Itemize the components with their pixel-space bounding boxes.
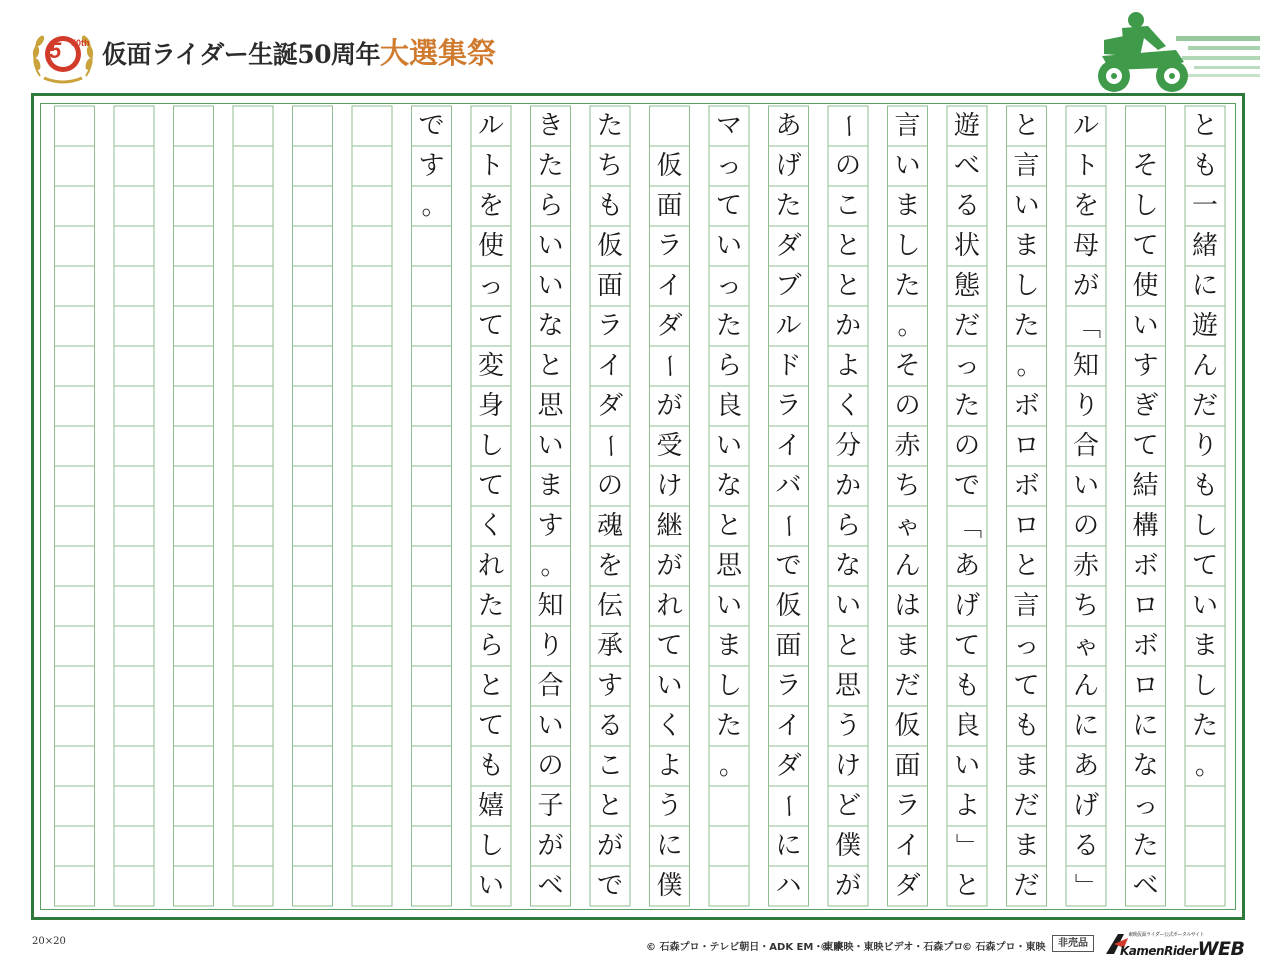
manuscript-char: て [953, 631, 980, 661]
manuscript-char: よ [834, 351, 861, 381]
manuscript-char: 知 [537, 591, 564, 621]
manuscript-char: 。 [1194, 751, 1221, 781]
manuscript-char: と [834, 631, 861, 661]
manuscript-char: ー [773, 792, 804, 820]
manuscript-char: 使 [477, 231, 504, 261]
manuscript-char: す [596, 671, 623, 701]
manuscript-char: ル [477, 111, 504, 141]
manuscript-char: に [1072, 711, 1099, 741]
manuscript-char: 緒 [1191, 231, 1218, 261]
manuscript-char: だ [1013, 871, 1040, 901]
manuscript-char: が [656, 551, 683, 581]
manuscript-char: あ [953, 551, 980, 581]
manuscript-char: ん [1191, 351, 1218, 381]
manuscript-char: す [418, 151, 445, 181]
manuscript-char: が [596, 831, 623, 861]
copyright-1: © 石森プロ・テレビ朝日・ADK EM・東映 [646, 942, 844, 953]
brand-main: KamenRider [1120, 944, 1198, 958]
manuscript-char: ロ [1132, 591, 1159, 621]
manuscript-char: る [1072, 831, 1099, 861]
manuscript-char: い [1132, 311, 1159, 341]
manuscript-char: そ [1132, 151, 1159, 181]
manuscript-char: と [1013, 111, 1040, 141]
copyright-3: © 石森プロ・東映 [962, 942, 1046, 953]
manuscript-char: っ [1013, 631, 1040, 661]
manuscript-char: ベ [537, 871, 564, 901]
manuscript-char: ら [715, 351, 742, 381]
manuscript-char: 子 [537, 791, 564, 821]
manuscript-char: 構 [1132, 511, 1159, 541]
page-title-accent: 大選集祭 [380, 36, 497, 70]
manuscript-char: を [477, 191, 504, 221]
manuscript-char: ゃ [1072, 631, 1099, 661]
manuscript-char: て [715, 191, 742, 221]
manuscript-char: け [834, 751, 861, 781]
manuscript-char: 赤 [894, 431, 921, 461]
manuscript-char: 分 [834, 431, 861, 461]
manuscript-char: た [715, 311, 742, 341]
manuscript-char: と [715, 511, 742, 541]
manuscript-char: ら [537, 191, 564, 221]
manuscript-char: ん [1072, 671, 1099, 701]
manuscript-char: も [477, 751, 504, 781]
manuscript-char: し [1191, 511, 1218, 541]
manuscript-char: け [656, 471, 683, 501]
manuscript-char: た [537, 151, 564, 181]
manuscript-char: ボ [1132, 631, 1159, 661]
manuscript-char: く [834, 391, 861, 421]
manuscript-char: し [1191, 671, 1218, 701]
manuscript-char: り [1072, 391, 1099, 421]
manuscript-char: ダ [775, 231, 802, 261]
manuscript-char: と [537, 351, 564, 381]
manuscript-char: が [1072, 271, 1099, 301]
manuscript-char: の [537, 751, 564, 781]
copyright-2: © 東映・東映ビデオ・石森プロ [820, 942, 964, 953]
manuscript-char: 良 [715, 391, 742, 421]
manuscript-char: て [1132, 231, 1159, 261]
manuscript-char: ん [894, 551, 921, 581]
manuscript-char: あ [775, 111, 802, 141]
svg-text:5: 5 [49, 38, 62, 63]
manuscript-char: れ [477, 551, 504, 581]
manuscript-char: ブ [775, 271, 802, 301]
manuscript-char: た [596, 111, 623, 141]
manuscript-char: た [1191, 711, 1218, 741]
manuscript-char: い [715, 431, 742, 461]
manuscript-char: の [953, 431, 980, 461]
manuscript-char: な [715, 471, 742, 501]
manuscript-char: 。 [897, 311, 924, 341]
manuscript-char: い [1191, 591, 1218, 621]
manuscript-char: る [596, 711, 623, 741]
manuscript-char: を [596, 551, 623, 581]
manuscript-char: い [537, 271, 564, 301]
manuscript-char: で [775, 551, 802, 581]
manuscript-char: と [834, 271, 861, 301]
site-tagline: 東映仮面ライダー公式ポータルサイト [1128, 932, 1205, 938]
manuscript-char: ま [1013, 231, 1040, 261]
manuscript-char: ロ [1013, 511, 1040, 541]
manuscript-char: だ [953, 311, 980, 341]
manuscript-char: も [953, 671, 980, 701]
manuscript-char: 仮 [656, 151, 683, 181]
manuscript-char: ー [654, 352, 685, 380]
manuscript-char: 面 [656, 191, 683, 221]
manuscript-char: の [1072, 511, 1099, 541]
manuscript-char: ま [537, 471, 564, 501]
manuscript-char: 仮 [775, 591, 802, 621]
manuscript-char: イ [656, 271, 683, 301]
manuscript-char: 思 [834, 671, 861, 701]
manuscript-char: と [1191, 111, 1218, 141]
manuscript-char: ラ [656, 231, 683, 261]
manuscript-char: と [953, 871, 980, 901]
manuscript-char: べ [953, 151, 980, 181]
manuscript-char: げ [1072, 791, 1099, 821]
manuscript-char: た [894, 271, 921, 301]
manuscript-char: と [477, 671, 504, 701]
manuscript-char: い [656, 671, 683, 701]
manuscript-char: す [1132, 351, 1159, 381]
manuscript-char: に [1191, 271, 1218, 301]
manuscript-char: ロ [1013, 431, 1040, 461]
manuscript-char: イ [596, 351, 623, 381]
manuscript-char: い [894, 151, 921, 181]
manuscript-char: も [596, 191, 623, 221]
manuscript-char: す [537, 511, 564, 541]
manuscript-char: こ [834, 191, 861, 221]
manuscript-char: い [953, 751, 980, 781]
manuscript-char: 良 [953, 711, 980, 741]
manuscript-char: 。 [540, 551, 567, 581]
brand-text [1120, 932, 1245, 960]
manuscript-char: を [1072, 191, 1099, 221]
manuscript-char: だ [1013, 791, 1040, 821]
manuscript-char: で [953, 471, 980, 501]
manuscript-char: 思 [537, 391, 564, 421]
manuscript-char: 面 [596, 271, 623, 301]
manuscript-char: 母 [1072, 231, 1099, 261]
manuscript-char: っ [953, 351, 980, 381]
manuscript-char: 魂 [596, 511, 623, 541]
manuscript-char: だ [1191, 391, 1218, 421]
manuscript-char: 合 [537, 671, 564, 701]
manuscript-char: ち [1072, 591, 1099, 621]
manuscript-char: い [834, 591, 861, 621]
manuscript-char: ま [894, 631, 921, 661]
manuscript-char: い [537, 431, 564, 461]
manuscript-char: ル [775, 311, 802, 341]
anniversary-badge-text: 50th [71, 38, 90, 48]
manuscript-char: た [1013, 311, 1040, 341]
manuscript-char: し [715, 671, 742, 701]
manuscript-char: 合 [1072, 431, 1099, 461]
manuscript-char: 態 [953, 271, 980, 301]
manuscript-char: 承 [596, 631, 623, 661]
manuscript-char: 継 [656, 511, 683, 541]
manuscript-char: で [418, 111, 445, 141]
manuscript-char: ー [773, 512, 804, 540]
manuscript-char: ら [477, 631, 504, 661]
manuscript-char: ま [894, 191, 921, 221]
manuscript-char: れ [656, 591, 683, 621]
manuscript-char: ハ [775, 871, 802, 901]
manuscript-char: に [1132, 711, 1159, 741]
manuscript-char: 言 [894, 111, 921, 141]
manuscript-char: い [1072, 471, 1099, 501]
manuscript-char: ま [1013, 831, 1040, 861]
manuscript-char: ボ [1013, 471, 1040, 501]
manuscript-char: ベ [1132, 871, 1159, 901]
manuscript-char: ラ [596, 311, 623, 341]
manuscript-char: り [1191, 431, 1218, 461]
manuscript-char: ラ [775, 391, 802, 421]
not-for-sale-badge: 非売品 [1052, 935, 1094, 952]
manuscript-char: た [775, 191, 802, 221]
manuscript-char: て [477, 711, 504, 741]
manuscript-char: い [1013, 191, 1040, 221]
manuscript-char: た [953, 391, 980, 421]
manuscript-char: ま [715, 631, 742, 661]
manuscript-char: ど [834, 791, 861, 821]
manuscript-char: か [834, 471, 861, 501]
manuscript-char: い [537, 231, 564, 261]
manuscript-char: と [1013, 551, 1040, 581]
manuscript-char: く [656, 711, 683, 741]
manuscript-char: 嬉 [477, 791, 504, 821]
manuscript-char: し [894, 231, 921, 261]
manuscript-char: バ [775, 471, 802, 501]
manuscript-char: だ [894, 671, 921, 701]
manuscript-char: し [477, 831, 504, 861]
manuscript-char: い [715, 591, 742, 621]
manuscript-char: 僕 [834, 831, 861, 861]
manuscript-char: し [1013, 271, 1040, 301]
manuscript-char: ラ [894, 791, 921, 821]
grid-size-label: 20×20 [32, 936, 66, 947]
manuscript-char: と [596, 791, 623, 821]
manuscript-char: ち [596, 151, 623, 181]
manuscript-char: も [1191, 471, 1218, 501]
manuscript-char: 「 [951, 512, 982, 540]
manuscript-char: ま [1191, 631, 1218, 661]
manuscript-char: き [537, 111, 564, 141]
manuscript-char: イ [894, 831, 921, 861]
manuscript-char: い [715, 231, 742, 261]
manuscript-char: 遊 [1191, 311, 1218, 341]
manuscript-char: ー [594, 432, 625, 460]
manuscript-char: あ [1072, 751, 1099, 781]
manuscript-char: ド [775, 351, 802, 381]
manuscript-char: か [834, 311, 861, 341]
manuscript-char: ぎ [1132, 391, 1159, 421]
manuscript-char: て [477, 311, 504, 341]
manuscript-char: も [1013, 711, 1040, 741]
manuscript-char: た [715, 711, 742, 741]
manuscript-char: ル [1072, 111, 1099, 141]
manuscript-char: 一 [1191, 191, 1218, 221]
manuscript-char: 知 [1072, 351, 1099, 381]
manuscript-char: っ [477, 271, 504, 301]
manuscript-char: ダ [775, 751, 802, 781]
manuscript-char: う [834, 711, 861, 741]
manuscript-char: 仮 [596, 231, 623, 261]
manuscript-char: 伝 [596, 591, 623, 621]
manuscript-char: イ [775, 711, 802, 741]
manuscript-char: が [834, 871, 861, 901]
manuscript-char: げ [775, 151, 802, 181]
manuscript-char: ー [832, 112, 863, 140]
manuscript-char: 」 [1070, 872, 1101, 900]
manuscript-char: こ [596, 751, 623, 781]
manuscript-char: う [656, 791, 683, 821]
manuscript-char: ダ [894, 871, 921, 901]
manuscript-char: に [656, 831, 683, 861]
manuscript-char: よ [953, 791, 980, 821]
manuscript-char: ゃ [894, 511, 921, 541]
manuscript-char: マ [715, 111, 742, 141]
manuscript-char: 遊 [953, 111, 980, 141]
manuscript-char: が [537, 831, 564, 861]
manuscript-char: く [477, 511, 504, 541]
manuscript-char: ダ [596, 391, 623, 421]
manuscript-char: 。 [718, 751, 745, 781]
manuscript-char: 使 [1132, 271, 1159, 301]
manuscript-char: 赤 [1072, 551, 1099, 581]
manuscript-char: な [537, 311, 564, 341]
manuscript-char: た [1132, 831, 1159, 861]
manuscript-char: っ [715, 151, 742, 181]
manuscript-char: な [1132, 751, 1159, 781]
brand-web: WEB [1197, 938, 1245, 960]
manuscript-char: っ [715, 271, 742, 301]
manuscript-char: 「 [1070, 312, 1101, 340]
manuscript-char: 受 [656, 431, 683, 461]
manuscript-char: ロ [1132, 671, 1159, 701]
manuscript-char: 仮 [894, 711, 921, 741]
manuscript-char: の [834, 151, 861, 181]
manuscript-char: ラ [775, 671, 802, 701]
manuscript-char: て [477, 471, 504, 501]
manuscript-char: 結 [1132, 471, 1159, 501]
manuscript-char: 僕 [656, 871, 683, 901]
manuscript-char: ボ [1013, 391, 1040, 421]
manuscript-char: て [656, 631, 683, 661]
manuscript-char: 」 [951, 832, 982, 860]
manuscript-char: に [775, 831, 802, 861]
manuscript-char: 面 [775, 631, 802, 661]
manuscript-char: い [537, 711, 564, 741]
manuscript-char: 身 [477, 391, 504, 421]
page-title: 仮面ライダー生誕50周年 [102, 40, 381, 69]
manuscript-char: の [596, 471, 623, 501]
manuscript-char: た [477, 591, 504, 621]
manuscript-char: 状 [953, 231, 980, 261]
manuscript-char: が [656, 391, 683, 421]
manuscript-char: も [1191, 151, 1218, 181]
manuscript-char: イ [775, 431, 802, 461]
manuscript-char: 。 [1016, 351, 1043, 381]
manuscript-char: な [834, 551, 861, 581]
manuscript-char: 思 [715, 551, 742, 581]
manuscript-char: り [537, 631, 564, 661]
manuscript-char: 言 [1013, 151, 1040, 181]
manuscript-char: い [477, 871, 504, 901]
manuscript-char: よ [656, 751, 683, 781]
manuscript-char: ト [1072, 151, 1099, 181]
manuscript-char: ち [894, 471, 921, 501]
manuscript-char: 。 [421, 191, 448, 221]
manuscript-char: て [1191, 551, 1218, 581]
manuscript-char: は [894, 591, 921, 621]
manuscript-char: し [1132, 191, 1159, 221]
manuscript-char: げ [953, 591, 980, 621]
manuscript-char: て [1132, 431, 1159, 461]
manuscript-char: ボ [1132, 551, 1159, 581]
manuscript-char: 面 [894, 751, 921, 781]
manuscript-char: で [596, 871, 623, 901]
manuscript-char: ま [1013, 751, 1040, 781]
manuscript-char: 言 [1013, 591, 1040, 621]
manuscript-char: の [894, 391, 921, 421]
manuscript-char: そ [894, 351, 921, 381]
manuscript-char: と [834, 231, 861, 261]
manuscript-char: 変 [477, 351, 504, 381]
manuscript-char: る [953, 191, 980, 221]
manuscript-char: ら [834, 511, 861, 541]
manuscript-char: っ [1132, 791, 1159, 821]
manuscript-char: ト [477, 151, 504, 181]
manuscript-char: ダ [656, 311, 683, 341]
manuscript-char: し [477, 431, 504, 461]
manuscript-char: て [1013, 671, 1040, 701]
